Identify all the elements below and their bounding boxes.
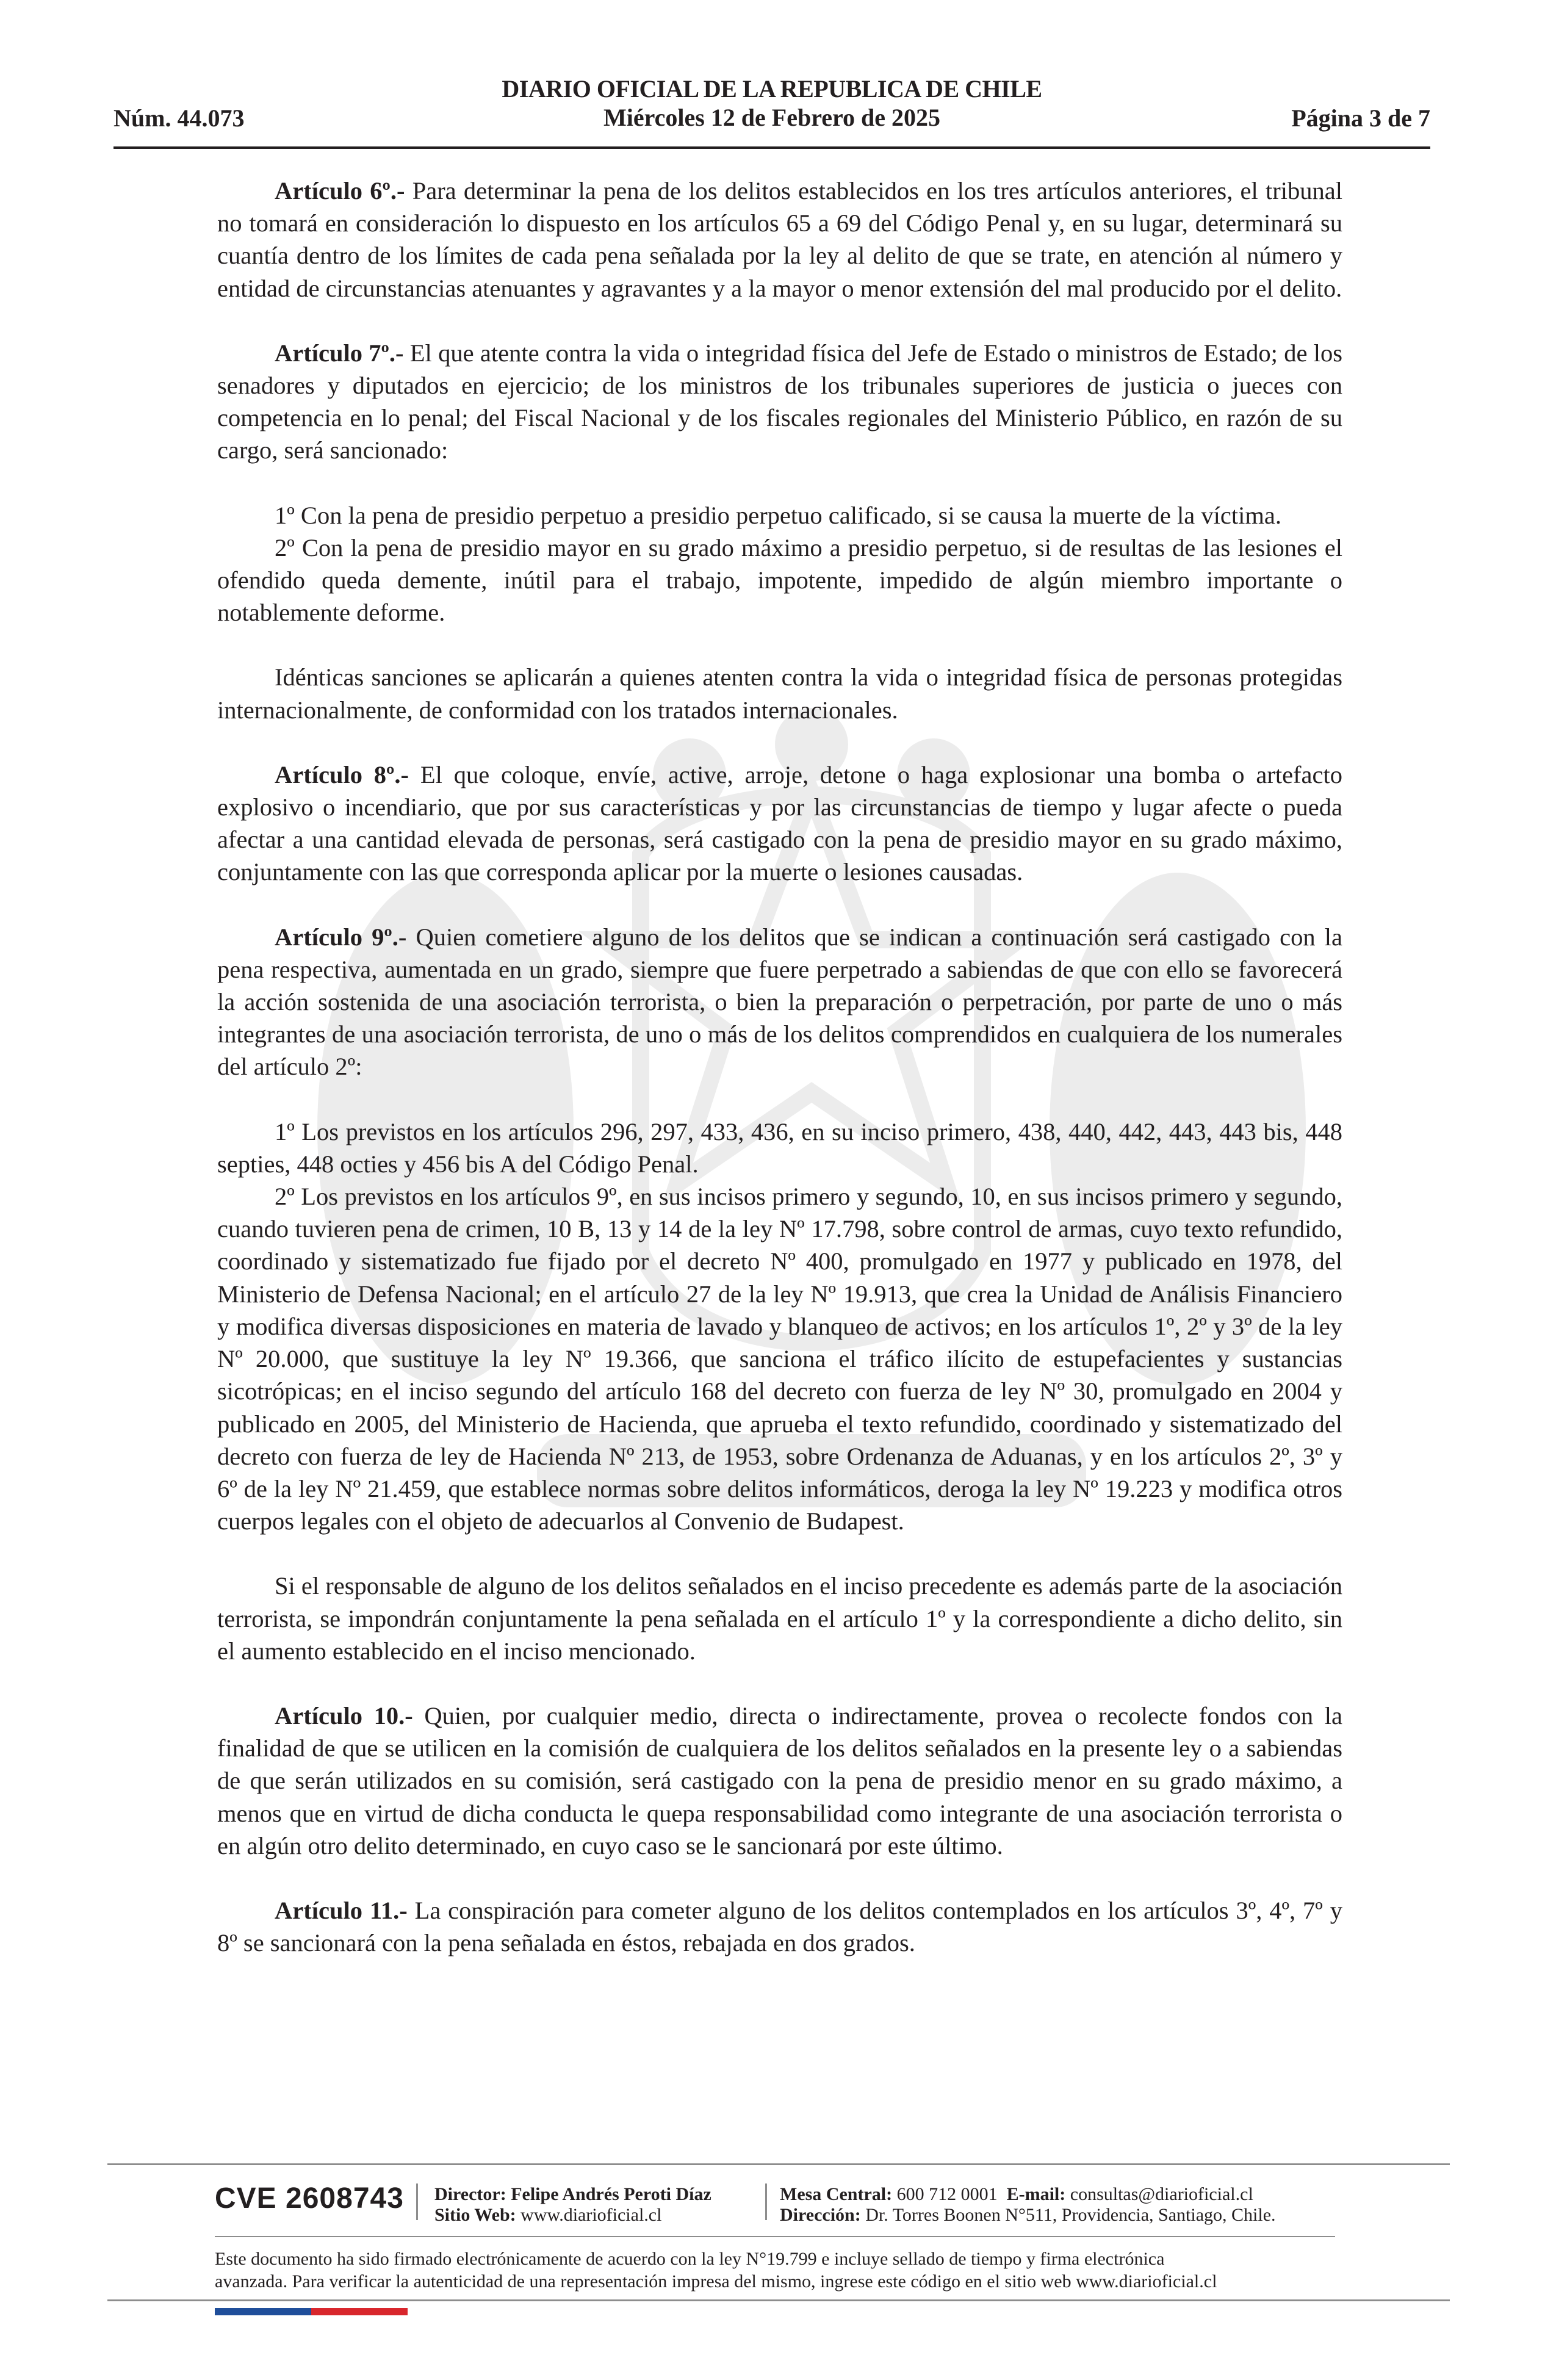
body-paragraph: Idénticas sanciones se aplicarán a quienes atenten contra la vida o integridad física de personas protegidas internacionalmente, de conformidad con los tratados internacionales.	[217, 663, 1342, 724]
legal-notice-line: avanzada. Para verificar la autenticidad de una representación impresa del mismo, ingrese este código en el sitio web www.diarioficial.cl	[215, 2271, 1217, 2292]
phone-number: 600 712 0001	[892, 2184, 998, 2204]
footer-separator	[765, 2183, 767, 2220]
issue-number: Núm. 44.073	[113, 104, 245, 132]
article-6	[217, 175, 1342, 305]
article-text: Para determinar la pena de los delitos establecidos en los tres artículos anteriores, el tribunal no tomará en consideración lo dispuesto en los artículos 65 a 69 del Código Penal y, en su lugar, determinará su cuantía dentro de los límites de cada pena señalada por la ley al delito de que se trate, en atención al número y entidad de circunstancias atenuantes y agravantes y a la mayor o menor extensión del mal producido por el delito.	[217, 177, 1343, 302]
article-heading: Artículo 8º.-	[275, 760, 409, 788]
email-label: E-mail:	[1006, 2184, 1066, 2204]
contact-line	[780, 2183, 1253, 2205]
numeral-paragraph: 2º Con la pena de presidio mayor en su grado máximo a presidio perpetuo, si de resultas de las lesiones el ofendido queda demente, inútil para el trabajo, impotente, impedido de algún miembro importante o notablemente deforme.	[217, 533, 1342, 627]
website-link[interactable]: www.diarioficial.cl	[516, 2205, 662, 2225]
address-value: Dr. Torres Boonen N°511, Providencia, Santiago, Chile.	[860, 2205, 1276, 2225]
director-label: Director:	[434, 2184, 506, 2204]
article-9	[217, 921, 1342, 1083]
footer-divider	[107, 2163, 1450, 2165]
flag-stripe-blue	[215, 2308, 311, 2315]
website-label: Sitio Web:	[434, 2205, 516, 2225]
legal-notice-line: Este documento ha sido firmado electrónicamente de acuerdo con la ley N°19.799 e incluye sellado de tiempo y firma electrónica	[215, 2249, 1165, 2269]
numeral-paragraph: 1º Con la pena de presidio perpetuo a presidio perpetuo calificado, si se causa la muerte de la víctima.	[275, 501, 1281, 529]
article-heading: Artículo 6º.-	[275, 177, 405, 204]
footer-separator	[416, 2183, 418, 2220]
director-name: Felipe Andrés Peroti Díaz	[506, 2184, 711, 2204]
cve-code: CVE 2608743	[215, 2182, 404, 2215]
article-10	[217, 1700, 1342, 1862]
article-heading: Artículo 9º.-	[275, 923, 407, 951]
address-label: Dirección:	[780, 2205, 861, 2225]
phone-label: Mesa Central:	[780, 2184, 893, 2204]
publication-title: DIARIO OFICIAL DE LA REPUBLICA DE CHILE	[502, 75, 1042, 103]
article-heading: Artículo 7º.-	[275, 339, 404, 367]
address-line	[780, 2204, 1276, 2226]
article-text: El que atente contra la vida o integridad física del Jefe de Estado o ministros de Estado; de los senadores y diputados en ejercicio; de los ministros de los tribunales superiores de justicia o jueces con competencia en lo penal; del Fiscal Nacional y de los fiscales regionales del Ministerio Público, en razón de su cargo, será sancionado:	[217, 339, 1342, 464]
article-8	[217, 759, 1342, 889]
publication-date: Miércoles 12 de Febrero de 2025	[603, 104, 941, 131]
article-text: Quien, por cualquier medio, directa o indirectamente, provea o recolecte fondos con la finalidad de que se utilicen en la comisión de cualquiera de los delitos señalados en la presente ley o a sabiendas de que serán utilizados en su comisión, será castigado con la pena de presidio menor en su grado máximo, a menos que en virtud de dicha conducta le quepa responsabilidad como integrante de una asociación terrorista o en algún otro delito determinado, en cuyo caso se le sancionará por este último.	[217, 1701, 1343, 1859]
body-paragraph: Si el responsable de alguno de los delitos señalados en el inciso precedente es además parte de la asociación terrorista, se impondrán conjuntamente la pena señalada en el artículo 1º y la correspondiente a dicho delito, sin el aumento establecido en el inciso mencionado.	[217, 1572, 1342, 1665]
article-text: La conspiración para cometer alguno de los delitos contemplados en los artículos 3º, 4º, 7º y 8º se sancionará con la pena señalada en éstos, rebajada en dos grados.	[217, 1896, 1342, 1957]
article-text: El que coloque, envíe, active, arroje, detone o haga explosionar una bomba o artefacto explosivo o incendiario, que por sus características y por las circunstancias de tiempo y lugar afecte o pueda afectar a una cantidad elevada de personas, será castigado con la pena de presidio mayor en su grado máximo, conjuntamente con las que corresponda aplicar por la muerte o lesiones causadas.	[217, 760, 1342, 886]
footer-divider	[215, 2236, 1335, 2237]
flag-stripe-red	[311, 2308, 408, 2315]
numeral-paragraph: 1º Los previstos en los artículos 296, 297, 433, 436, en su inciso primero, 438, 440, 442, 443, 443 bis, 448 septies, 448 octies y 456 bis A del Código Penal.	[217, 1117, 1342, 1178]
page-header	[113, 74, 1430, 149]
document-body	[217, 175, 1342, 1959]
article-heading: Artículo 10.-	[275, 1701, 413, 1729]
article-text: Quien cometiere alguno de los delitos que se indican a continuación será castigado con la pena respectiva, aumentada en un grado, siempre que fuere perpetrado a sabiendas de que con ello se favorecerá la acción sostenida de una asociación terrorista, o bien la preparación o perpetración, por parte de uno o más integrantes de una asociación terrorista, de uno o más de los delitos comprendidos en cualquiera de los numerales del artículo 2º:	[217, 923, 1342, 1081]
article-11	[217, 1894, 1342, 1959]
article-7	[217, 337, 1342, 467]
header-center	[113, 74, 1430, 132]
footer-divider	[107, 2299, 1450, 2301]
page-indicator: Página 3 de 7	[1291, 104, 1430, 132]
numeral-paragraph: 2º Los previstos en los artículos 9º, en sus incisos primero y segundo, 10, en sus incisos primero y segundo, cuando tuvieren pena de crimen, 10 B, 13 y 14 de la ley Nº 17.798, sobre control de armas, cuyo texto refundido, coordinado y sistematizado fue fijado por el decreto Nº 400, promulgado en 1977 y publicado en 1978, del Ministerio de Defensa Nacional; en el artículo 27 de la ley Nº 19.913, que crea la Unidad de Análisis Financiero y modifica diversas disposiciones en materia de lavado y blanqueo de activos; en los artículos 1º, 2º y 3º de la ley Nº 20.000, que sustituye la ley Nº 19.366, que sanciona el tráfico ilícito de estupefacientes y sustancias sicotrópicas; en el inciso segundo del artículo 168 del decreto con fuerza de ley Nº 30, promulgado en 2004 y publicado en 2005, del Ministerio de Hacienda, que aprueba el texto refundido, coordinado y sistematizado del decreto con fuerza de ley de Hacienda Nº 213, de 1953, sobre Ordenanza de Aduanas, y en los artículos 2º, 3º y 6º de la ley Nº 21.459, que establece normas sobre delitos informáticos, deroga la ley Nº 19.223 y modifica otros cuerpos legales con el objeto de adecuarlos al Convenio de Budapest.	[217, 1183, 1342, 1535]
director-line	[434, 2183, 711, 2205]
email-link[interactable]: consultas@diarioficial.cl	[1065, 2184, 1253, 2204]
legal-notice	[215, 2248, 1338, 2293]
website-line	[434, 2204, 661, 2226]
article-heading: Artículo 11.-	[275, 1896, 408, 1924]
